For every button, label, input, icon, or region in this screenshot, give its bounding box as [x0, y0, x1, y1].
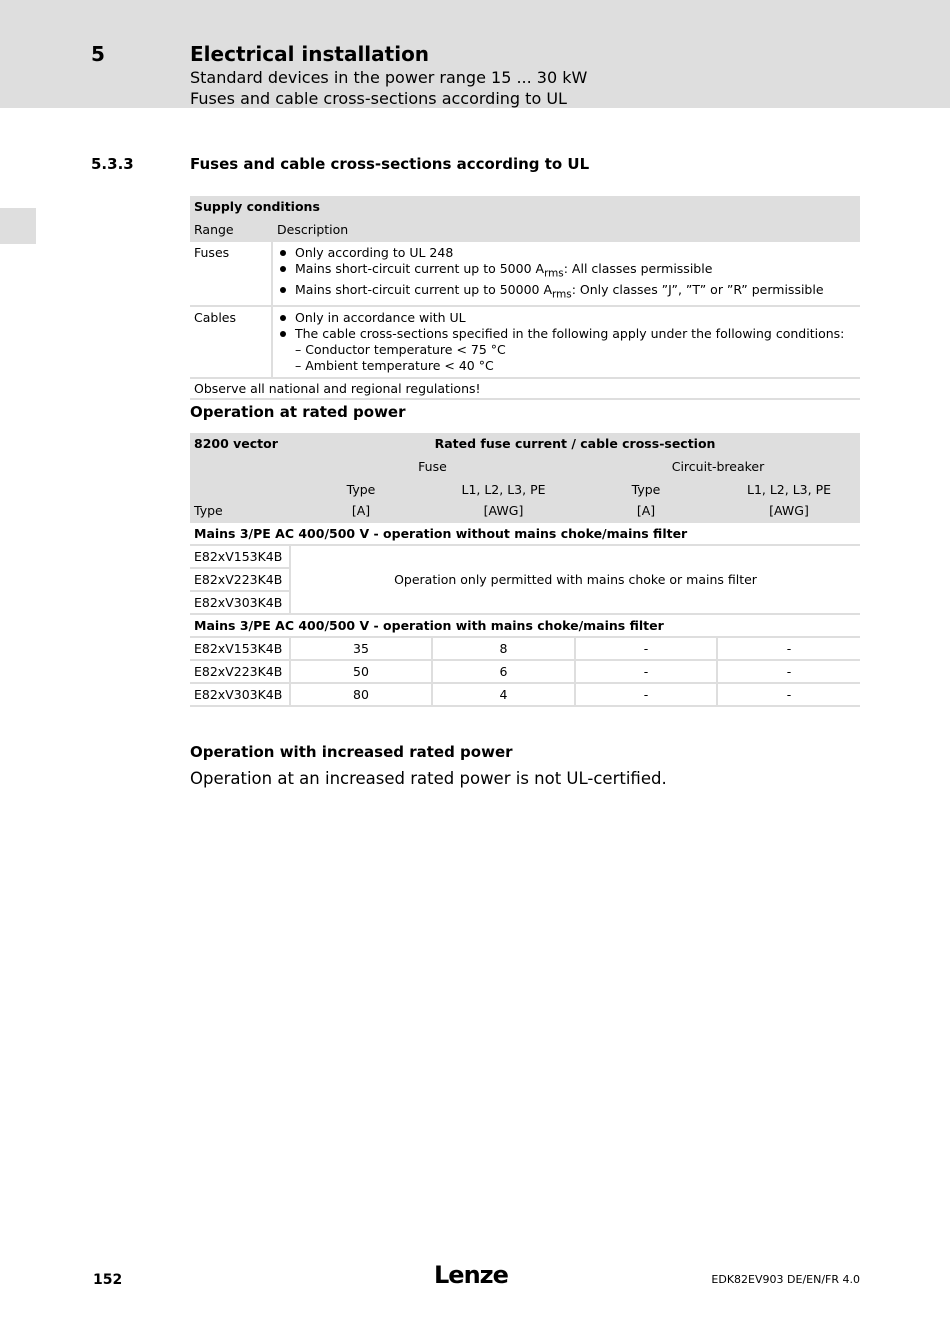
table-row — [190, 196, 860, 218]
breaker-current: - — [575, 637, 717, 660]
header-rated-fuse: Rated fuse current / cable cross-section — [290, 433, 860, 455]
device-type: E82xV153K4B — [190, 637, 290, 660]
chapter-subtitle-2: Fuses and cable cross-sections according to UL — [190, 89, 567, 108]
table-row — [190, 478, 860, 500]
table-row — [190, 378, 860, 399]
header-blank — [190, 478, 290, 500]
header-group-breaker: Circuit-breaker — [575, 455, 860, 478]
fuses-description — [272, 241, 860, 306]
table-row — [190, 500, 860, 522]
chapter-subtitle-1: Standard devices in the power range 15 ... 30 kW — [190, 68, 588, 87]
header-unit-awg: [AWG] — [717, 500, 860, 522]
header-group-fuse: Fuse — [290, 455, 575, 478]
breaker-current: - — [575, 683, 717, 706]
group-title-with-choke: Mains 3/PE AC 400/500 V - operation with mains choke/mains filter — [190, 614, 860, 637]
breaker-awg: - — [717, 683, 860, 706]
section-number: 5.3.3 — [91, 155, 134, 173]
table-title: Supply conditions — [190, 196, 860, 218]
fuse-current: 35 — [290, 637, 432, 660]
rated-power-table — [190, 433, 860, 707]
cables-description — [272, 306, 860, 378]
condition-line: – Ambient temperature < 40 °C — [295, 358, 494, 373]
device-type: E82xV153K4B — [190, 545, 290, 568]
table-row — [190, 637, 860, 660]
header-fuse-type: Type — [290, 478, 432, 500]
group1-note: Operation only permitted with mains choke or mains filter — [290, 545, 860, 614]
device-type: E82xV223K4B — [190, 660, 290, 683]
table-row — [190, 522, 860, 545]
breaker-awg: - — [717, 660, 860, 683]
list-item — [277, 261, 856, 282]
fuse-awg: 8 — [432, 637, 575, 660]
fuse-current: 50 — [290, 660, 432, 683]
table-note: Observe all national and regional regulations! — [190, 378, 860, 399]
device-type: E82xV303K4B — [190, 591, 290, 614]
chapter-number: 5 — [91, 42, 105, 66]
list-item — [277, 282, 856, 303]
subscript-rms: rms — [552, 288, 572, 300]
row-label-cables: Cables — [190, 306, 272, 378]
breaker-current: - — [575, 660, 717, 683]
header-unit-awg: [AWG] — [432, 500, 575, 522]
table-row — [190, 433, 860, 455]
header-unit-a: [A] — [290, 500, 432, 522]
bullet-text: Only according to UL 248 — [295, 245, 454, 260]
page-number: 152 — [93, 1272, 123, 1288]
device-type: E82xV223K4B — [190, 568, 290, 591]
bullet-text: : All classes permissible — [563, 261, 713, 276]
table-row — [190, 218, 860, 241]
device-type: E82xV303K4B — [190, 683, 290, 706]
heading-rated-power: Operation at rated power — [190, 403, 406, 421]
condition-line: – Conductor temperature < 75 °C — [295, 342, 506, 357]
table-row — [190, 455, 860, 478]
list-item: Only in accordance with UL — [277, 310, 856, 326]
bullet-text: Mains short-circuit current up to 50000 A — [295, 281, 553, 297]
table-row — [190, 306, 860, 378]
group-title-without-choke: Mains 3/PE AC 400/500 V - operation without mains choke/mains filter — [190, 522, 860, 545]
column-header-description: Description — [272, 218, 860, 241]
fuse-awg: 6 — [432, 660, 575, 683]
list-item — [277, 245, 856, 261]
side-tab-marker — [0, 208, 36, 244]
subscript-rms: rms — [544, 267, 564, 280]
table-row — [190, 545, 860, 568]
supply-conditions-table — [190, 196, 860, 400]
table-row — [190, 660, 860, 683]
table-row — [190, 614, 860, 637]
breaker-awg: - — [717, 637, 860, 660]
bullet-text: Mains short-circuit current up to 5000 A — [295, 261, 545, 276]
document-id: EDK82EV903 DE/EN/FR 4.0 — [711, 1273, 860, 1286]
header-breaker-type: Type — [575, 478, 717, 500]
heading-increased-power: Operation with increased rated power — [190, 743, 513, 761]
chapter-title: Electrical installation — [190, 42, 430, 66]
column-header-range: Range — [190, 218, 272, 241]
row-label-fuses: Fuses — [190, 241, 272, 306]
header-unit-a: [A] — [575, 500, 717, 522]
increased-power-text: Operation at an increased rated power is not UL-certified. — [190, 769, 667, 788]
fuse-awg: 4 — [432, 683, 575, 706]
table-row — [190, 241, 860, 306]
table-row — [190, 683, 860, 706]
fuse-current: 80 — [290, 683, 432, 706]
bullet-text: : Only classes ”J”, ”T” or ”R” permissible — [571, 281, 824, 297]
section-title: Fuses and cable cross-sections according to UL — [190, 155, 590, 173]
lenze-logo: Lenze — [434, 1261, 508, 1289]
header-device: 8200 vector — [190, 433, 290, 478]
header-type-label: Type — [190, 500, 290, 522]
list-item: The cable cross-sections specified in the following apply under the following conditions: — [277, 326, 856, 342]
header-breaker-lines: L1, L2, L3, PE — [717, 478, 860, 500]
header-fuse-lines: L1, L2, L3, PE — [432, 478, 575, 500]
